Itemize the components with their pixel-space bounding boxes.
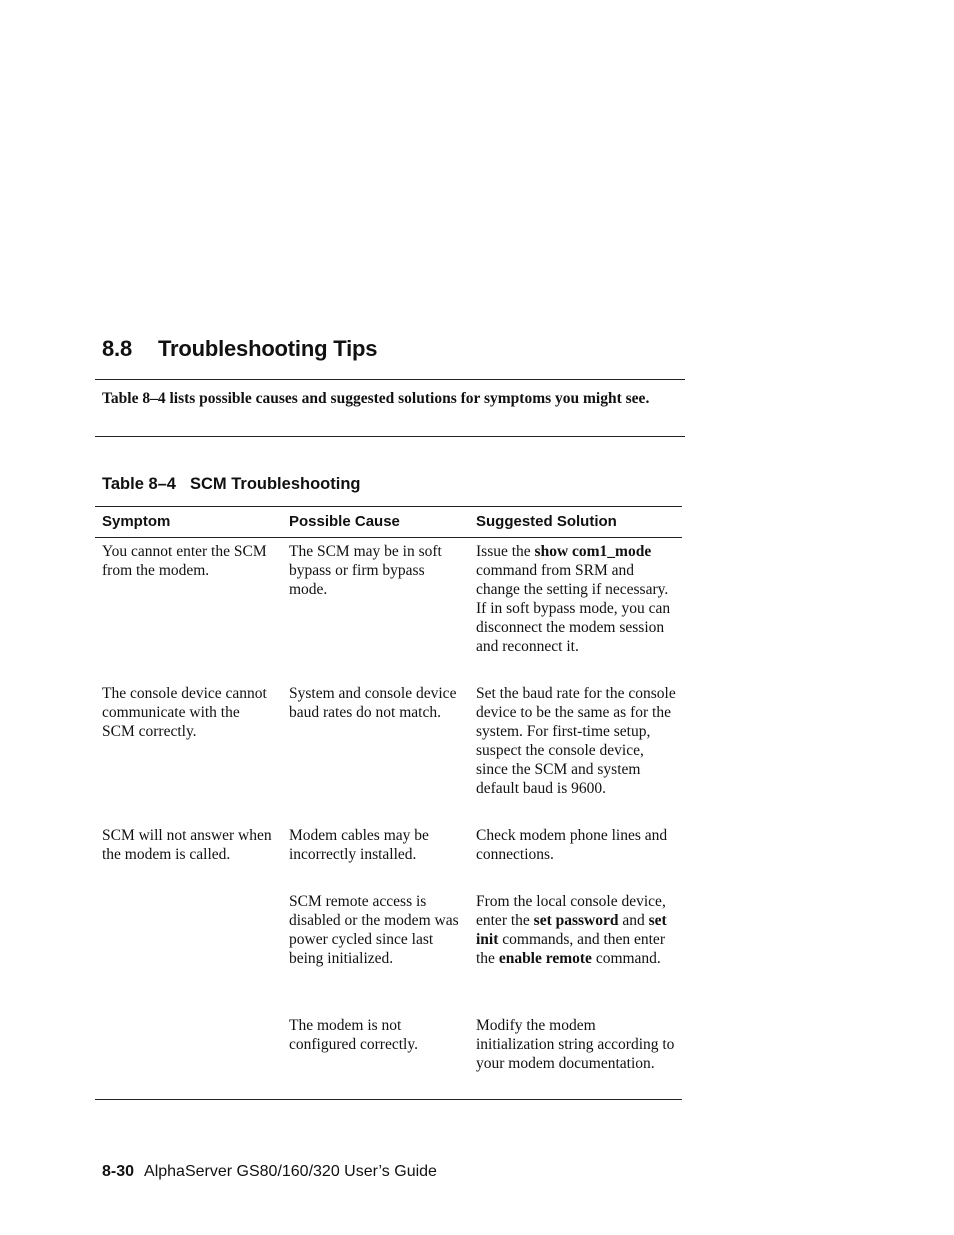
cause-cell: System and console device baud rates do not match. <box>289 685 457 721</box>
section-number: 8.8 <box>102 336 132 361</box>
solution-cell: Issue the show com1_mode command from SRM and change the setting if necessary. If in soft bypass mode, you can disconnect the modem session and reconnect it. <box>476 543 671 655</box>
solution-cell: Set the baud rate for the console device to be the same as for the system. For first-time setup, suspect the console device, since the SCM and system default baud is 9600. <box>476 685 676 797</box>
intro-box <box>95 379 685 437</box>
table-row <box>95 538 682 680</box>
document-title: AlphaServer GS80/160/320 User’s Guide <box>144 1163 437 1180</box>
troubleshooting-table <box>95 506 682 1100</box>
table-row <box>95 1012 682 1099</box>
section-title: Troubleshooting Tips <box>158 336 378 361</box>
symptom-cell: You cannot enter the SCM from the modem. <box>102 543 267 579</box>
cause-cell: SCM remote access is disabled or the modem was power cycled since last being initialized. <box>289 893 459 967</box>
cause-cell: The SCM may be in soft bypass or firm bypass mode. <box>289 543 442 598</box>
header-symptom: Symptom <box>102 513 171 530</box>
page-footer <box>102 1163 437 1181</box>
header-possible-cause: Possible Cause <box>289 513 400 530</box>
solution-cell: From the local console device, enter the set password and set init commands, and then enter the enable remote command. <box>476 893 667 967</box>
page-number: 8-30 <box>102 1163 135 1180</box>
table-caption-label: Table 8–4 <box>102 475 176 493</box>
table-caption <box>102 475 360 494</box>
symptom-cell: The console device cannot communicate with the SCM correctly. <box>102 685 267 740</box>
section-heading <box>102 336 377 362</box>
table-header-row <box>95 507 682 538</box>
solution-cell: Modify the modem initialization string according to your modem documentation. <box>476 1017 675 1072</box>
solution-cell: Check modem phone lines and connections. <box>476 827 668 863</box>
symptom-cell: SCM will not answer when the modem is called. <box>102 827 272 863</box>
cause-cell: Modem cables may be incorrectly installed. <box>289 827 429 863</box>
table-caption-title: SCM Troubleshooting <box>189 475 361 493</box>
intro-text: Table 8–4 lists possible causes and suggested solutions for symptoms you might see. <box>102 390 650 407</box>
table-row <box>95 888 682 1012</box>
cause-cell: The modem is not configured correctly. <box>289 1017 418 1053</box>
table-row <box>95 680 682 822</box>
table-row <box>95 822 682 888</box>
header-suggested-solution: Suggested Solution <box>476 513 617 530</box>
